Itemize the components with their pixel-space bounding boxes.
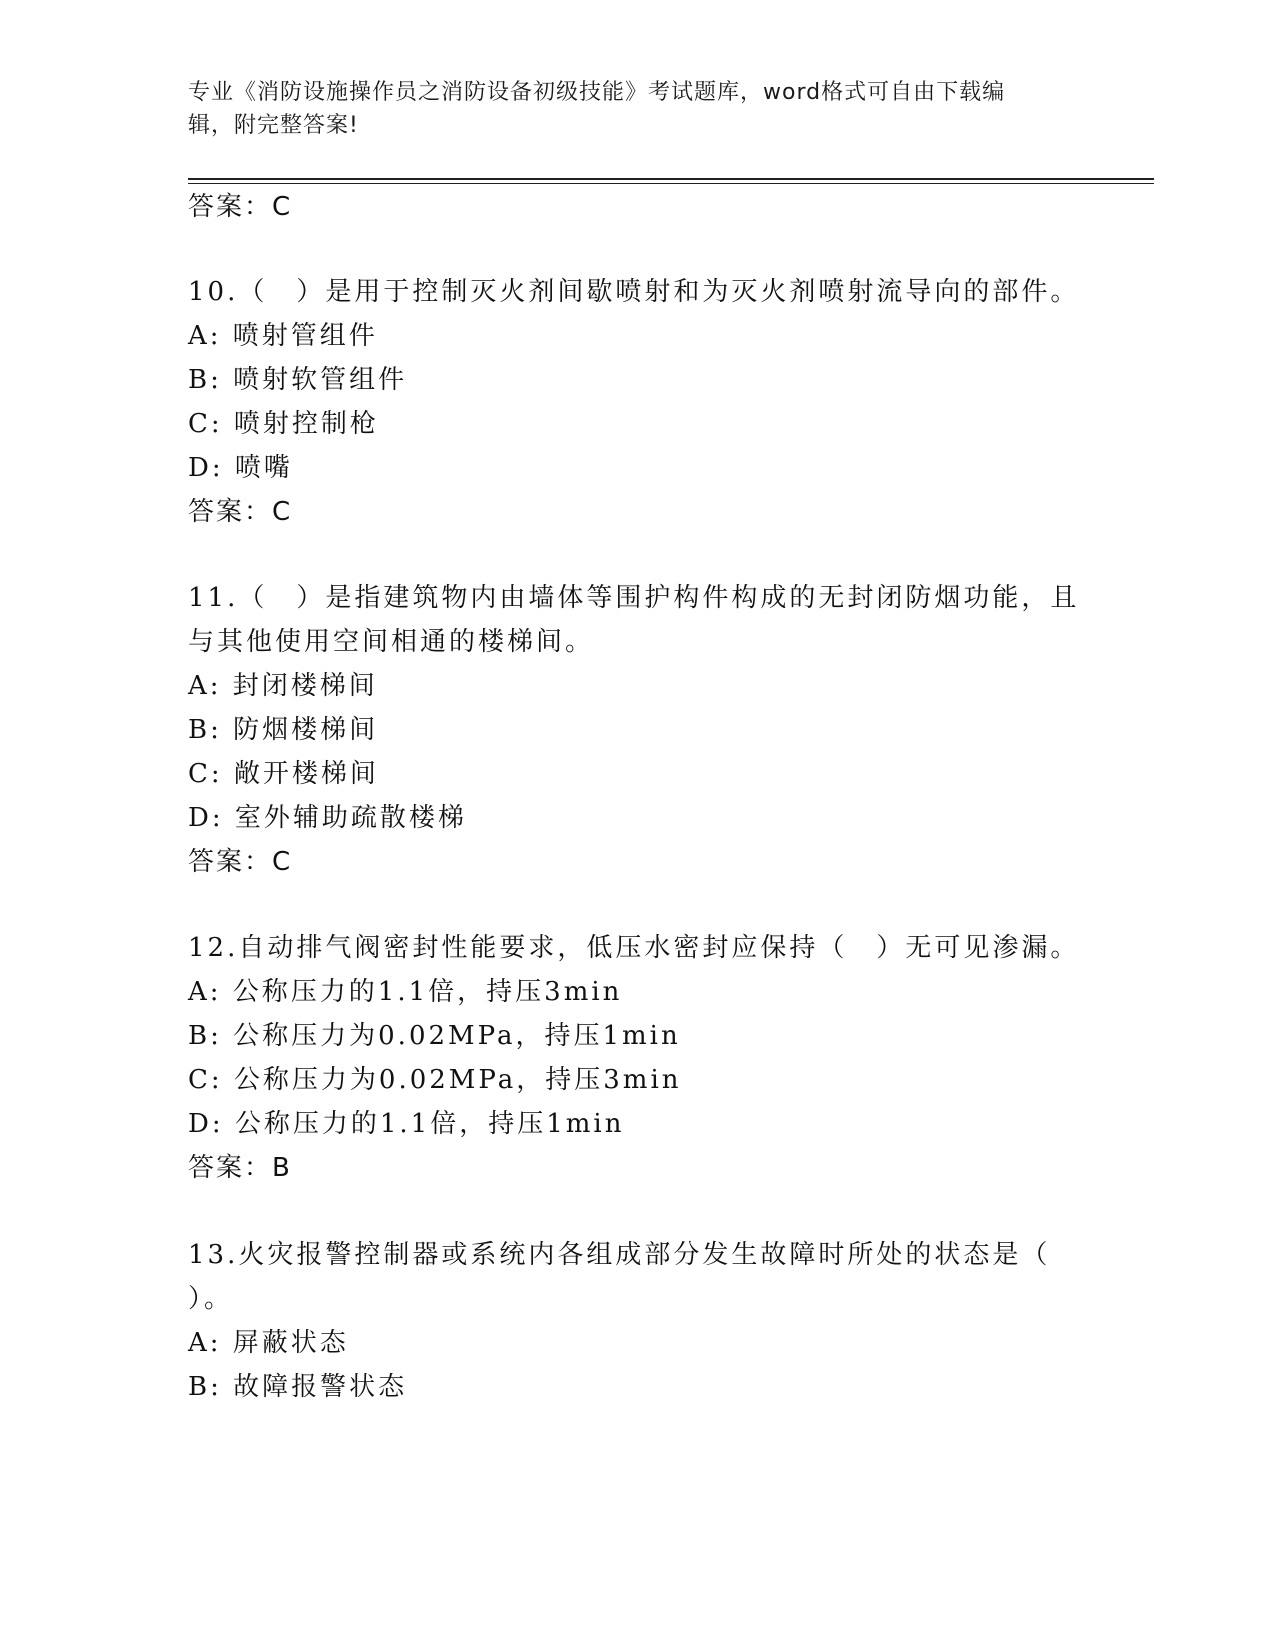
question-11-stem-line-2: 与其他使用空间相通的楼梯间。	[188, 627, 595, 657]
document-header	[188, 76, 1068, 142]
question-11-answer: 答案：C	[188, 847, 293, 877]
question-10-option-d: D: 喷嘴	[188, 453, 293, 483]
question-11-option-d: D: 室外辅助疏散楼梯	[188, 803, 467, 833]
question-13-option-a: A: 屏蔽状态	[188, 1328, 349, 1358]
question-11-stem-line-1: 11.（ ）是指建筑物内由墙体等围护构件构成的无封闭防烟功能，且	[188, 583, 1080, 613]
question-10-answer: 答案：C	[188, 497, 293, 527]
question-12-stem: 12.自动排气阀密封性能要求，低压水密封应保持（ ）无可见渗漏。	[188, 933, 1080, 963]
question-13-option-b: B: 故障报警状态	[188, 1372, 408, 1402]
question-12-option-c: C: 公称压力为0.02MPa，持压3min	[188, 1065, 682, 1095]
question-13-stem-line-2: ）。	[188, 1284, 234, 1314]
question-10-option-c: C: 喷射控制枪	[188, 409, 379, 439]
question-13-stem-line-1: 13.火灾报警控制器或系统内各组成部分发生故障时所处的状态是（	[188, 1240, 1051, 1270]
question-12-option-d: D: 公称压力的1.1倍，持压1min	[188, 1109, 625, 1139]
header-divider	[188, 178, 1154, 180]
question-10-option-b: B: 喷射软管组件	[188, 365, 408, 395]
header-line-2: 辑，附完整答案!	[188, 113, 359, 138]
question-10-stem: 10.（ ）是用于控制灭火剂间歇喷射和为灭火剂喷射流导向的部件。	[188, 277, 1080, 307]
header-line-1: 专业《消防设施操作员之消防设备初级技能》考试题库，word格式可自由下载编	[188, 80, 1006, 105]
question-11-option-a: A: 封闭楼梯间	[188, 671, 378, 701]
question-11-option-b: B: 防烟楼梯间	[188, 715, 379, 745]
question-12-option-b: B: 公称压力为0.02MPa，持压1min	[188, 1021, 681, 1051]
question-12-option-a: A: 公称压力的1.1倍，持压3min	[188, 977, 623, 1007]
answer-prev: 答案：C	[188, 192, 293, 222]
question-12-answer: 答案：B	[188, 1153, 292, 1183]
header-divider-thin	[188, 183, 1154, 184]
question-10-option-a: A: 喷射管组件	[188, 321, 378, 351]
question-11-option-c: C: 敞开楼梯间	[188, 759, 379, 789]
